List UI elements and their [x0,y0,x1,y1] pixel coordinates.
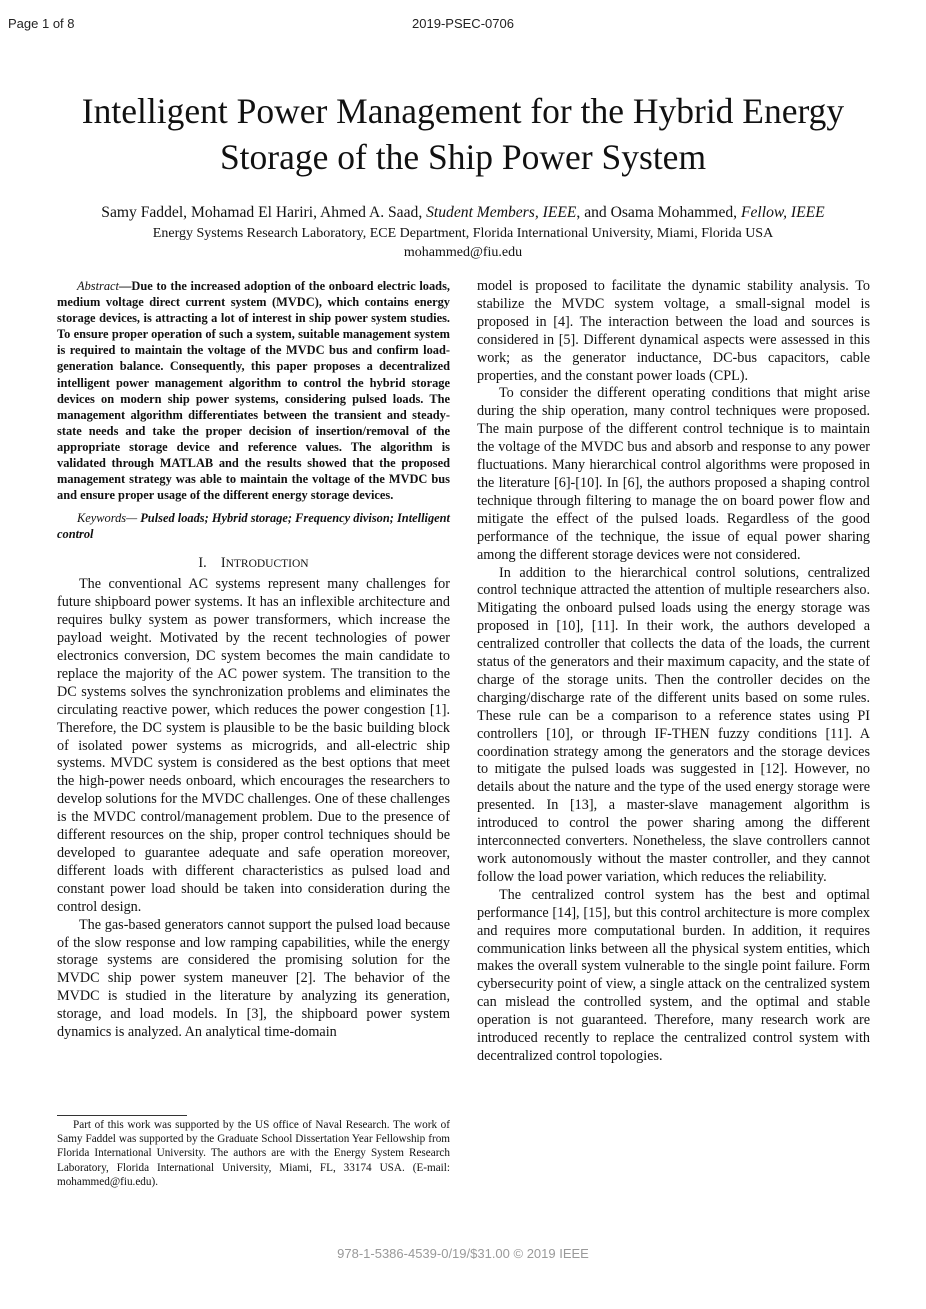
right-column [477,278,870,1066]
section-number: I. [198,554,207,571]
section-heading-rest: NTRODUCTION [225,557,309,570]
author-role-student: Student Members, IEEE [426,204,577,221]
section-heading-initial: I [220,554,226,571]
keywords [57,510,450,542]
abstract-dash: — [119,279,132,293]
abstract [57,278,450,503]
author-affiliation: Energy Systems Research Laboratory, ECE Department, Florida International University, Miami, Florida USA [152,226,774,241]
copyright-footer: 978-1-5386-4539-0/19/$31.00 © 2019 IEEE [337,1246,589,1261]
left-column [57,278,450,1042]
paper-title: Intelligent Power Management for the Hybrid Energy Storage of the Ship Power System [81,91,845,177]
abstract-label: Abstract [77,279,119,293]
footnote-divider [57,1115,187,1116]
section-heading-introduction [57,555,450,574]
paper-id-header: 2019-PSEC-0706 [412,16,514,31]
body-paragraph: The gas-based generators cannot support the pulsed load because of the slow response and low ramping capabilities, while the energy storage systems are considered the promising solution for the MVDC ship power system maneuver [2]. The behavior of the MVDC is studied in the literature by analyzing its generation, storage, and load models. In [3], the shipboard power system dynamics is analyzed. An analytical time-domain [57,916,450,1041]
body-paragraph: To consider the different operating conditions that might arise during the ship operation, many control techniques were proposed. The main purpose of the different control technique is to maintain the voltage of the MVDC bus and absorb and response to any power fluctuations. Many hierarchical control algorithms were proposed in the literature [6]-[10]. In [6], the authors proposed a shaping control technique through filtering to manage the on board power flow and mitigate the effect of the pulsed loads. Regardless of the good performance of the technique, the issue of equal power sharing among the different storage devices were not considered. [477,385,870,563]
author-role-fellow: Fellow, IEEE [740,204,825,221]
abstract-text: Due to the increased adoption of the onboard electric loads, medium voltage direct current system (MVDC), which contains energy storage devices, is attracting a lot of interest in ship power system studies. To ensure proper operation of such a system, suitable management system is required to maintain the voltage of the MVDC bus and confirm load-generation balance. Consequently, this paper proposes a decentralized intelligent power management algorithm to control the hybrid storage devices on modern ship power systems, considering pulsed loads. The management algorithm differentiates between the transient and steady-state needs and take the proper decision of insertion/removal of the appropriate storage device and reference values. The algorithm is validated through MATLAB and the results showed that the proposed management strategy was able to maintain the voltage of the MVDC bus and ensure proper usage of the different energy storage devices. [57,279,450,503]
author-list [20,203,906,223]
author-names-2: , and Osama Mohammed, [576,204,741,221]
page-number-header: Page 1 of 8 [8,16,75,31]
author-email: mohammed@fiu.edu [403,245,523,260]
body-paragraph: In addition to the hierarchical control solutions, centralized control technique attracted the attention of multiple researchers also. Mitigating the onboard pulsed loads using the energy storage was proposed in [10], [11]. In their work, the authors developed a centralized controller that collects the data of the loads, the current status of the generators and their maximum capacity, and the state of charge of the storage units. Then the controller decides on the charging/discharge rate of the different units based on some rules. These rule can be a comparison to a reference states using PI controllers [10], or through IF-THEN fuzzy conditions [11]. A coordination strategy among the generators and the storage devices to mitigate the pulsed loads was suggested in [12]. However, no details about the nature and the type of the used energy storage were presented. In [13], a master-slave management algorithm is introduced to control the power sharing among the different interconnected converters. Nonetheless, the slave controllers cannot work autonomously without the master controller, and they cannot follow the load power variation, which reduces the reliability. [477,564,870,885]
body-paragraph: The conventional AC systems represent many challenges for future shipboard power systems. It has an inflexible architecture and requires bulky system as power transformers, which increase the payload weight. Motivated by the recent technologies of power electronics conversion, DC system becomes the main candidate to replace the majority of the AC power system. The transition to the DC systems solves the synchronization problems and eliminates the circulating reactive power, which reduces the power congestion [1]. Therefore, the DC system is plausible to be the basic building block of isolated power systems as microgrids, and all-electric ship systems. MVDC system is considered as the best options that meet the high-power needs onboard, which encourages the researchers to develop solutions for the MVDC challenges. One of these challenges is the MVDC control/management problem. Due to the presence of different resources on the ship, proper control techniques should be developed to guarantee adequate and safe operation moreover, different loads with different characteristics as pulsed load and constant power load should be taken into consideration during the control design. [57,576,450,915]
author-names-1: Samy Faddel, Mohamad El Hariri, Ahmed A. Saad, [101,204,427,221]
keywords-label: Keywords— [77,511,138,526]
keywords-text: Pulsed loads; Hybrid storage; Frequency divison; Intelligent control [57,511,450,542]
body-paragraph: model is proposed to facilitate the dynamic stability analysis. To stabilize the MVDC system voltage, a small-signal model is proposed in [4]. The interaction between the load and sources is considered in [5]. Different dynamical aspects were assessed in this work; as the generator inductance, DC-bus capacitors, cable properties, and the constant power loads (CPL). [477,278,870,384]
footnote: Part of this work was supported by the US office of Naval Research. The work of Samy Faddel was supported by the Graduate School Dissertation Year Fellowship from Florida International University. The authors are with the Energy System Research Laboratory, Florida International University, Miami, FL, 33174 USA. (E-mail: mohammed@fiu.edu). [57,1119,450,1188]
body-paragraph: The centralized control system has the best and optimal performance [14], [15], but this control architecture is more complex and requires more computational burden. In addition, it requires communication links between all the physical system entities, which makes the overall system vulnerable to the single point failure. Form cybersecurity point of view, a single attack on the centralized system can mislead the controlled system, and the optimal and stable operation is not guaranteed. Therefore, many research work are introduced recently to replace the centralized control system with decentralized control topologies. [477,886,870,1064]
